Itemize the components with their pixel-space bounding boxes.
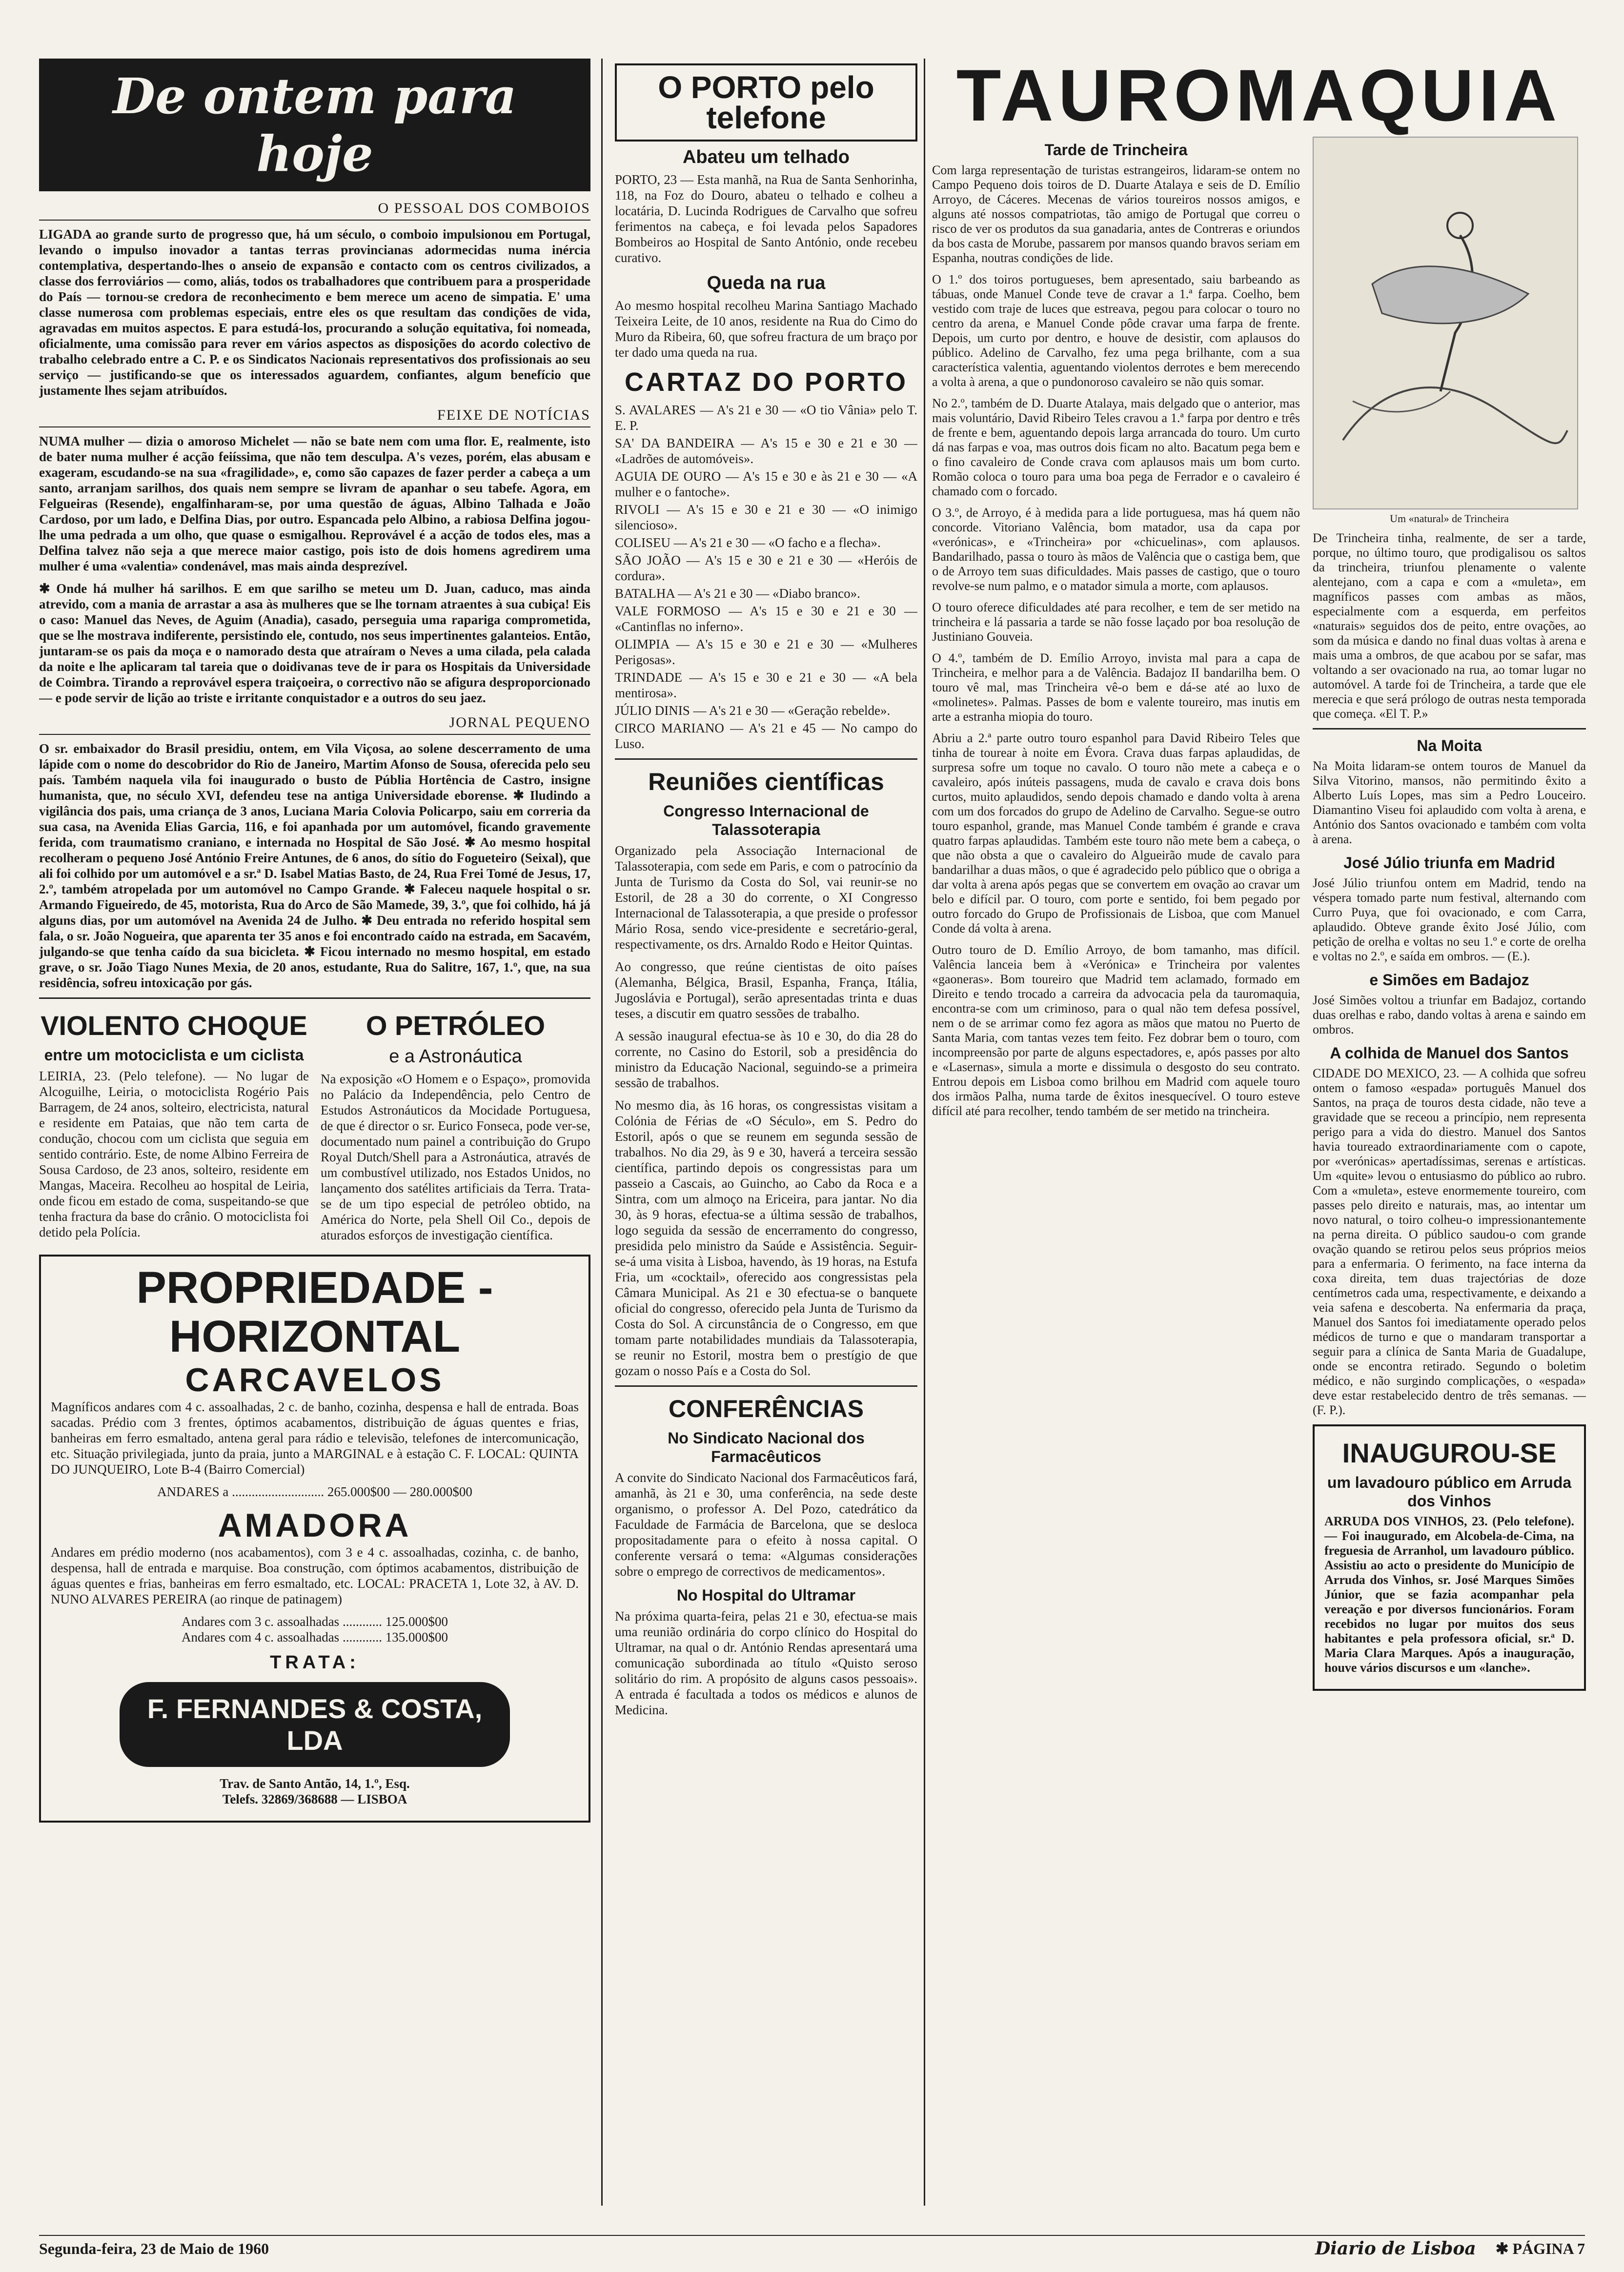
ad-title: PROPRIEDADE - HORIZONTAL	[136, 1263, 493, 1361]
cartaz-item: VALE FORMOSO — A's 15 e 30 e 21 e 30 — «Cantinflas no inferno».	[615, 604, 917, 634]
cartaz-item: JÚLIO DINIS — A's 21 e 30 — «Geração rebelde».	[615, 703, 891, 718]
headline-ultramar: No Hospital do Ultramar	[676, 1586, 856, 1604]
ad-phone: Telefs. 32869/368688 — LISBOA	[222, 1792, 407, 1806]
article-jornal-pequeno: O sr. embaixador do Brasil presidiu, ontem, em Vila Viçosa, ao solene descerramento de uma lápide com o nome do descobridor do Rio de Janeiro, Martim Afonso de Sousa, oferecida pelo seu país. Também naquela vila foi inaugurado o busto de Públia Hortência de Castro, insigne humanista, que, no século XVI, defendeu tese na antiga Universidade eborense. ✱ Iludindo a vigilância dos pais, uma criança de 3 anos, Luciana Maria Colovia Policarpo, saiu em correria da sua casa, na Avenida Elias Garcia, 116, e foi apanhada por um automóvel, ficando gravemente ferida, com traumatismo craniano, e internada no Hospital de São José. ✱ Ao mesmo hospital recolheram o pequeno José António Freire Antunes, de 6 anos, do sítio do Fogueteiro (Seixal), que ali foi colhido por um automóvel e a sr.ª D. Isabel Matias Basto, de 24, Rua Frei Tomé de Jesus, 17, 2.º, também atropelada por um automóvel no Campo Grande. ✱ Faleceu naquele hospital o sr. Armando Figueiredo, de 45, motorista, Rua do Arco de São Mamede, 39, 3.º, que foi colhido, há já alguns dias, por um automóvel na Avenida 24 de Julho. ✱ Deu entrada no referido hospital sem fala, o sr. João Nogueira, que aparenta ter 35 anos e foi encontrado caído na estrada, em Sacavém, julgando-se que tenha caído da sua bicicleta. ✱ Ficou internado no mesmo hospital, em estado grave, o sr. João Tiago Nunes Mexia, de 20 anos, estudante, Rua do Salitre, 167, 1.º, que, na sua residência, sofreu intoxicação por gás.	[39, 741, 590, 990]
ad-location-carcavelos: CARCAVELOS	[185, 1361, 445, 1399]
article-feixe-2: ✱ Onde há mulher há sarilhos. E em que sarilho se meteu um D. Juan, caduco, mas ainda atrevido, com a mania de arrastar a asa às mulheres que se lhe tornam atraentes à sua cubiça! Eis o caso: Manuel das Neves, de Aguim (Anadia), casado, perseguia uma rapariga comprometida, que se lhe mostrava indiferente, persistindo ele, contudo, nos seus impertinentes galanteios. Então, juntaram-se os pais da moça e o namorado desta que atraíram o Neves a uma cilada, pela calada da noite e lhe aplicaram tal tareia que o doidivanas teve de ir para os Hospitais da Universidade de Coimbra. Tirando a reprovável espera traiçoeira, o correctivo não se afigura desproporcionado — e pode servir de lição ao triste e irritante conquistador e a outros do seu jaez.	[39, 581, 590, 705]
body-reunioes-4: No mesmo dia, às 16 horas, os congressistas visitam a Colónia de Férias de «O Século», em S. Pedro do Estoril, após o que se reunem em segunda sessão de trabalhos. No dia 29, às 9 e 30, haverá a terceira sessão científica, partindo depois os congressistas para um passeio a Cascais, ao Guincho, ao Cabo da Roca e a Sintra, com um almoço na Ericeira, para jantar. No dia 30, às 9 horas, efectua-se a última sessão de trabalhos, logo seguida da sessão de encerramento do congresso, presidida pelo ministro da Saúde e Assistência. Seguir-se-á uma visita à Lisboa, havendo, às 19 horas, na Estufa Fria, um «cocktail», oferecido aos congressistas pela Câmara Municipal. As 21 e 30 efectua-se o banquete oficial do congresso, oferecido pela Junta de Turismo da Costa do Sol. A circunstância de o Congresso, em que tomam parte notabilidades mundiais da Talassoterapia, se reunir no Estoril, mostra bem o prestígio de que gozam o nosso País e a Costa do Sol.	[615, 1098, 917, 1378]
section-banner: De ontem para hoje	[39, 59, 590, 191]
ad-amadora-text: Andares em prédio moderno (nos acabamentos), com 3 e 4 c. assoalhadas, cozinha, c. de banho, despensa, hall de entrada e marquise. Boa construção, com óptimos acabamentos, distribuição de águas quentes e frias, banheiras em ferro esmaltado, etc. LOCAL: PRACETA 1, Lote 32, à AV. D. NUNO ALVARES PEREIRA (ao rinque de patinagem)	[51, 1545, 579, 1606]
section-title-tauromaquia: TAUROMAQUIA	[956, 59, 1562, 136]
body-trincheira-2: O 1.º dos toiros portugueses, bem apresentado, saiu barbeando as tábuas, onde Manuel Conde teve de cravar a 1.ª farpa. Coelho, bem vestido com traje de luces que estreava, pegou para colocar o touro no centro da arena, e Manuel Conde pôde cravar uma farpa de frente. Depois, um curto por dentro, e houve de desistir, com aplausos do público. Adelino de Carvalho, fez uma pega brilhante, com a sua característica valentia, aguentando violentos derrotes e bem merecendo a volta à arena, a que o pundonoroso cavaleiro se não quis somar.	[932, 272, 1300, 389]
headline-colhida: A colhida de Manuel dos Santos	[1330, 1044, 1569, 1062]
tauromaquia-col-a	[932, 137, 1300, 1696]
headline-conferencias: CONFERÊNCIAS	[668, 1395, 864, 1422]
body-reunioes-3: A sessão inaugural efectua-se às 10 e 30, do dia 28 do corrente, no Casino do Estoril, sob a presidência do ministro da Educação Nacional, seguindo-se a primeira sessão de trabalhos.	[615, 1029, 917, 1090]
column-middle	[615, 59, 917, 2220]
body-trincheira-8: Outro touro de D. Emílio Arroyo, de bom tamanho, mas difícil. Valência lanceia bem à «Verónica» e Trincheira por valentes «gaoneras». Bom toureiro que Madrid tem aclamado, formado em Direito e tendo trocado a carreira da advocacia pela da tauromaquia, encontra-se com um criminoso, para o qual não tem defesa possível, nem o de se arrimar como fez agora as mãos que matou no Puerto de Santa Maria, com tantas vezes tem feito. Fez dobrar bem o touro, com incompreensão por parte de alguns espectadores, e, após passes por alto e «Lasernas», simula a morte e dissimula o desgosto do seu contrato. Entrou depois em Lisboa como brilhou em Madrid com aquele touro dos irmãos Palha, numa tarde de êxitos inesquecível. O touro esteve difícil até para recolher, tendo também de ser metido na trincheira.	[932, 943, 1300, 1118]
cartaz-item: RIVOLI — A's 15 e 30 e 21 e 30 — «O inimigo silencioso».	[615, 502, 917, 532]
ad-address: Trav. de Santo Antão, 14, 1.º, Esq.	[220, 1776, 410, 1791]
body-queda: Ao mesmo hospital recolheu Marina Santiago Machado Teixeira Leite, de 10 anos, residente na Rua do Cimo do Muro da Ribeira, 60, que sofreu fractura de um braço por ter dado uma queda na rua.	[615, 298, 917, 360]
ad-trata: TRATA:	[270, 1652, 360, 1673]
footer-masthead: Diario de Lisboa	[1315, 2238, 1476, 2259]
footer-page-number: ✱ PÁGINA 7	[1495, 2240, 1585, 2257]
body-badajoz: José Simões voltou a triunfar em Badajoz, cortando duas orelhas e rabo, dando voltas à arena e saindo em ombros.	[1313, 993, 1586, 1036]
headline-inauguracao: INAUGUROU-SE	[1342, 1438, 1557, 1468]
cartaz-item: SA' DA BANDEIRA — A's 15 e 30 e 21 e 30 — «Ladrões de automóveis».	[615, 436, 917, 466]
ad-location-amadora: AMADORA	[218, 1507, 412, 1544]
kicker-comboios: O PESSOAL DOS COMBOIOS	[39, 200, 590, 221]
subhead-conferencias: No Sindicato Nacional dos Farmacêuticos	[668, 1429, 865, 1465]
page-footer	[39, 2235, 1585, 2258]
bullfight-illustration	[1313, 137, 1578, 509]
subhead-petroleo: e a Astronáutica	[389, 1046, 522, 1067]
headline-trincheira: Tarde de Trincheira	[1044, 141, 1188, 159]
kicker-jornal-pequeno: JORNAL PEQUENO	[39, 714, 590, 735]
advertisement	[39, 1255, 590, 1823]
headline-petroleo: O PETRÓLEO	[365, 1010, 546, 1041]
cartaz-item: TRINDADE — A's 15 e 30 e 21 e 30 — «A bela mentirosa».	[615, 670, 917, 700]
body-trincheira-6: O 4.º, também de D. Emílio Arroyo, invista mal para a capa de Trincheira, e melhor para a de Valência. Badajoz II bandarilha bem. O touro vê mal, mas Trincheira vê-o bem e dá-se até ao luxo de «molinetes». Palmas. Passes de bom e valente toureiro, mas inutis em arte a estranha miopia do touro.	[932, 651, 1300, 724]
cartaz-item: BATALHA — A's 21 e 30 — «Diabo branco».	[615, 586, 860, 601]
column-rule-2	[924, 59, 925, 2206]
divider	[615, 1385, 917, 1387]
divider	[39, 997, 590, 999]
body-conferencias: A convite do Sindicato Nacional dos Farmacêuticos fará, amanhã, às 21 e 30, uma conferência, na sede deste organismo, o professor A. Del Pozo, catedrático da Faculdade de Farmácia de Barcelona, que se desloca propositadamente para o efeito à nossa capital. O conferente versará o tema: «Algumas considerações sobre o emprego de correctivos de medicamentos».	[615, 1470, 917, 1579]
headline-choque: VIOLENTO CHOQUE	[41, 1010, 307, 1041]
bullfight-sketch-icon	[1314, 138, 1577, 508]
cartaz-item: CIRCO MARIANO — A's 21 e 45 — No campo do Luso.	[615, 721, 917, 751]
headline-badajoz: e Simões em Badajoz	[1369, 971, 1529, 989]
cartaz-item: S. AVALARES — A's 21 e 30 — «O tio Vânia» pelo T. E. P.	[615, 403, 917, 433]
headline-telhado: Abateu um telhado	[682, 147, 850, 167]
body-reunioes-2: Ao congresso, que reúne cientistas de oito países (Alemanha, Bélgica, Brasil, Espanha, França, Itália, Jugoslávia e Portugal), serão apresentadas trinta e duas teses, a discutir em quatro sessões de trabalho.	[615, 959, 917, 1021]
ad-company-logo: F. FERNANDES & COSTA, LDA	[120, 1682, 510, 1767]
body-trincheira-1: Com larga representação de turistas estrangeiros, lidaram-se ontem no Campo Pequeno dois toiros de D. Duarte Atalaya e seis de D. Emílio Arroyo, de Cáceres. Mecenas de vários toureiros nossos amigos, e alguns até nossos compatriotas, tão amigo de Portugal que correu o risco de ver os produtos da sua ganadaria, antes de Contreras e oriundos da bos casta de Morube, passarem por mansos quando bravos seriam em Espanha, noutras condições de lide.	[932, 163, 1300, 265]
body-trincheira-5: O touro oferece dificuldades até para recolher, e tem de ser metido na trincheira e lá passaria a tarde se não fosse laçado por boa resolução de Justiniano Gouveia.	[932, 600, 1300, 644]
body-madrid: José Júlio triunfou ontem em Madrid, tendo na véspera tomado parte num festival, alternando com Curro Puya, que foi ovacionado, e com Carra, aplaudido. Obteve grande êxito José Júlio, com petição de orelha e voltas no seu 1.º e corte de orelha e voltas no 2.º, e saída em ombros. — (E.).	[1313, 876, 1586, 963]
article-petroleo	[321, 1006, 590, 1250]
body-ultramar: Na próxima quarta-feira, pelas 21 e 30, efectua-se mais uma reunião ordinária do corpo clínico do Hospital do Ultramar, na qual o dr. António Rendas apresentará uma comunicação subordinada ao título «Quisto seroso solitário do rim. A propósito de alguns casos pessoais». A entrada é facultada a todos os médicos e alunos de Medicina.	[615, 1609, 917, 1717]
cartaz-item: AGUIA DE OURO — A's 15 e 30 e às 21 e 30 — «A mulher e o fantoche».	[615, 469, 917, 499]
headline-reunioes: Reuniões científicas	[648, 768, 884, 795]
subhead-inauguracao: um lavadouro público em Arruda dos Vinhos	[1327, 1474, 1572, 1510]
cartaz-item: OLIMPIA — A's 15 e 30 e 21 e 30 — «Mulheres Perigosas».	[615, 637, 917, 667]
illustration-caption: Um «natural» de Trincheira	[1390, 512, 1509, 525]
kicker-feixe: FEIXE DE NOTÍCIAS	[39, 407, 590, 427]
headline-cartaz: CARTAZ DO PORTO	[625, 367, 908, 397]
article-feixe-1: NUMA mulher — dizia o amoroso Michelet — não se bate nem com uma flor. E, realmente, isto de bater numa mulher é acção feiíssima, que não tem desculpa. A's vezes, porém, elas abusam e exageram, escudando-se na sua «fragilidade», e, como são capazes de fazer perder a cabeça a um santo, arranjam sarilhos, dos quais nem sempre se livram de apanhar o seu tabefe. Agora, em Felgueiras (Resende), engalfinharam-se, por uma questão de águas, Albino Talhada e João Cardoso, por um lado, e Delfina Dias, por outro. Espancada pelo Albino, a rabiosa Delfina jogou-lhe uma pedrada a um olho, que quase o esmigalhou. Reprovável é a acção de todos eles, mas a Delfina talvez não seja a que merece maior castigo, pois isto de dois homens agredirem uma mulher é uma «valentia» condenável, mas mais ainda desprezível.	[39, 434, 590, 573]
body-inauguracao: ARRUDA DOS VINHOS, 23. (Pelo telefone). — Foi inaugurado, em Alcobela-de-Cima, na freguesia de Arranhol, um lavadouro público. Assistiu ao acto o presidente do Município de Arruda dos Vinhos, sr. José Marques Simões Júnior, que se fazia acompanhar pela vereação e por diversos funcionários. Foram recebidos no lugar por muitos dos seus habitantes e pela professora oficial, sr.ª D. Maria Clara Marques. Após a inauguração, houve vários discursos e um «lanche».	[1324, 1514, 1574, 1675]
headline-moita: Na Moita	[1417, 737, 1482, 754]
footer-date: Segunda-feira, 23 de Maio de 1960	[39, 2239, 269, 2257]
body-choque: LEIRIA, 23. (Pelo telefone). — No lugar de Alcoguilhe, Leiria, o motociclista Rogério Pais Barragem, de 24 anos, solteiro, electricista, natural e residente em Pataias, que não tem carta de condução, chocou com um ciclista que seguia em sentido contrário. Este, de nome Albino Ferreira de Sousa Cardoso, de 23 anos, solteiro, residente em Mangas, Maceira. Recolheu ao hospital de Leiria, onde ficou em estado de coma, suspeitando-se que tenha fractura da base do crânio. O motociclista foi detido pela Polícia.	[39, 1069, 309, 1239]
cartaz-list	[615, 402, 917, 751]
subhead-choque: entre um motociclista e um ciclista	[44, 1046, 304, 1064]
body-trincheira-4: O 3.º, de Arroyo, é à medida para a lide portuguesa, mas há quem não concorde. Vitoriano Valência, bom matador, usa da capa por «verónicas», e «Trincheira» por «chicuelinas», com aplausos. Bandarilhado, passa o touro às mãos de Valência que o castiga bem, que o de Arroyo tem suas dificuldades. Mais passes de castigo, que o touro revolve-se num palmo, e o matador simula a morte, com aplausos.	[932, 506, 1300, 593]
ad-carcavelos-text: Magníficos andares com 4 c. assoalhadas, 2 c. de banho, cozinha, despensa e hall de entrada. Boas sacadas. Prédio com 3 frentes, óptimos acabamentos, distribuição de águas quentes e frias, banheiras em ferro esmaltado, antena geral para rádio e televisão, telefones de intercomunicação, etc. Situação privilegiada, junto da praia, junto a MARGINAL e à estação C. F. LOCAL: QUINTA DO JUNQUEIRO, Lote B-4 (Bairro Comercial)	[51, 1400, 579, 1477]
divider	[615, 758, 917, 760]
cartaz-item: SÃO JOÃO — A's 15 e 30 e 21 e 30 — «Heróis de cordura».	[615, 553, 917, 583]
body-telhado: PORTO, 23 — Esta manhã, na Rua de Santa Senhorinha, 118, na Foz do Douro, abateu o telhado e colheu a locatária, D. Lucinda Rodrigues de Carvalho que sofreu ferimentos na cabeça, e foi levada pelos Sapadores Bombeiros ao Hospital de Santo António, onde recebeu curativo.	[615, 172, 917, 265]
ad-amadora-price-1: Andares com 3 c. assoalhadas ............ 125.000$00	[182, 1614, 448, 1629]
ad-amadora-price-2: Andares com 4 c. assoalhadas ............ 135.000$00	[182, 1630, 448, 1644]
short-articles-row	[39, 1006, 590, 1250]
column-right	[932, 59, 1586, 2220]
divider	[1313, 728, 1586, 730]
headline-queda: Queda na rua	[707, 273, 826, 293]
headline-madrid: José Júlio triunfa em Madrid	[1343, 854, 1555, 872]
body-moita: Na Moita lidaram-se ontem touros de Manuel da Silva Vitorino, mansos, não permitindo êxito a Alberto Luís Lopes, mas sim a Pedro Louceiro. Diamantino Viseu foi aplaudido com volta à arena, e António dos Santos ovacionado e também com volta à arena.	[1313, 759, 1586, 846]
body-colhida: CIDADE DO MEXICO, 23. — A colhida que sofreu ontem o famoso «espada» português Manuel dos Santos, na praça de touros desta cidade, não teve a gravidade que se receou a princípio, nem representa perigo para a vida do diestro. Manuel dos Santos havia toureado extraordinariamente com o capote, por «verónicas» apertadíssimas, serenas e artísticas. Um «quite» levou o entusiasmo do público ao rubro. Com a «muleta», esteve enormemente toureiro, com passes pelo direito e naturais, mas, ao intentar um novo natural, o toiro colheu-o impressionantemente na perna direita. O público saudou-o com grande ovação quando se retirou pelos seus próprios meios para a enfermaria. O ferimento, na face interna da coxa direita, tem duas trajectórias de doze centímetros cada uma, respectivamente, e deixando a veia safena e descoberta. Na enfermaria da praça, Manuel dos Santos foi imediatamente operado pelos médicos de turno e que o mandaram transportar a seguir para a clínica de Santa Maria de Guadalupe, onde se encontra retirado. Segundo o boletim médico, e não surgindo complicações, o «espada» deve estar restabelecido dentro de três semanas. — (F. P.).	[1313, 1066, 1586, 1417]
body-trincheira-9: De Trincheira tinha, realmente, de ser a tarde, porque, no último touro, que prodigalisou os saltos da trincheira, triunfou plenamente o valente alentejano, com a capa e com a «muleta», em magníficos passes com ambas as mãos, especialmente com a esquerda, em perfeitos «naturais» seguidos dos de peito, entre ovações, ao som da música e dando no final duas voltas à arena e mais uma a ombros, de que acabou por se safar, mas voltando a ser ovacionado na rua, ao tomar lugar no automóvel. A tarde foi de Trincheira, a tarde que ele merecia e que será prólogo de outras nesta temporada que começa. «El T. P.»	[1313, 531, 1586, 721]
body-petroleo: Na exposição «O Homem e o Espaço», promovida no Palácio da Independência, pelo Centro de Estudos Astronáuticos da Mocidade Portuguesa, de que é director o sr. Eurico Fonseca, pode ver-se, documentado num painel a contribuição do Grupo Royal Dutch/Shell para a Astronáutica, através de um combustível utilizado, nos Estados Unidos, no lançamento dos satélites artificiais da Terra. Trata-se de um tipo especial de petróleo obtido, na América do Norte, pela Shell Oil Co., depois de aturados esforços de investigação científica.	[321, 1072, 590, 1242]
body-reunioes-1: Organizado pela Associação Internacional de Talassoterapia, com sede em Paris, e com o patrocínio da Junta de Turismo da Costa do Sol, vai reunir-se no Estoril, de 28 a 30 do corrente, o XI Congresso Internacional de Talassoterapia, a que preside o professor Mário Rosa, sendo vice-presidente e secretário-geral, respectivamente, os drs. Arnaldo Rodo e Heitor Quintas.	[615, 843, 917, 952]
porto-header: O PORTO pelo telefone	[615, 63, 917, 142]
column-left	[39, 59, 590, 2220]
cartaz-item: COLISEU — A's 21 e 30 — «O facho e a flecha».	[615, 535, 881, 550]
subhead-reunioes: Congresso Internacional de Talassoterapia	[663, 802, 869, 838]
article-choque	[39, 1006, 309, 1250]
tauromaquia-col-b	[1313, 137, 1586, 1696]
body-trincheira-7: Abriu a 2.ª parte outro touro espanhol para David Ribeiro Teles que tinha de tourear à noite em Évora. Crava duas farpas aplaudidas, de surpresa sofre um toque no cavalo. O touro não mete a cabeça e o cavaleiro, após inúteis passagens, muda de cavalo e crava dois bons curtos, muito aplaudidos, sendo depois chamado e dando volta à arena com um dos forcados do grupo de Adelino de Carvalho. Segue-se outro touro espanhol, grande, mas Manuel Conde também é grande e crava quatro farpas aplaudidas. Também este touro não mete bem a cabeça, o que não obsta a que o cavaleiro do Algueirão mude de cavalo para bandarilhar a duas mãos, o que é agradecido pelo público que o obriga a dar volta à arena após pegas que se convertem em ovação ao cravar um belo e difícil par. O touro, com porte e sentido, foi bem pegado por outro forcado do Grupo de Profissionais de Lisboa, que com Manuel Conde dá volta à arena.	[932, 731, 1300, 935]
ad-carcavelos-price: ANDARES a ............................ 265.000$00 — 280.000$00	[157, 1484, 472, 1499]
column-rule-1	[601, 59, 603, 2206]
article-comboios: LIGADA ao grande surto de progresso que, há um século, o comboio impulsionou em Portugal, levando o impulso inovador a tantas terras provincianas adormecidas numa inércia contemplativa, despertando-lhes o anseio de expansão e contacto com os centros civilizados, a classe dos ferroviários — como, aliás, todos os trabalhadores que contribuem para a prosperidade do País — tornou-se credora de reconhecimento e bem merece um aceno de simpatia. E' uma classe numerosa com problemas especiais, entre eles os que resultam das condições de vida, agravadas em muitos aspectos. E para estudá-los, procurando a solução equitativa, foi nomeada, oficialmente, uma comissão para rever em vários aspectos as disposições do acordo colectivo de trabalho celebrado entre a C. P. e os Sindicatos Nacionais representativos dos profissionais ao seu serviço — justificando-se que os interessados aguardem, confiantes, algum benefício que justamente lhes sejam atribuídos.	[39, 227, 590, 398]
body-trincheira-3: No 2.º, também de D. Duarte Atalaya, mais delgado que o anterior, mas mais voluntário, David Ribeiro Teles cravou a 1.ª farpa por dentro e três de frente e bem, aguentando depois larga arrancada do touro. Um curto dá nas farpas e voa, mas outros dois ficam no alto. Bacatum pega bem e o fino cavaleiro de Conde crava com aplausos mais um bom curto. Romão coloca o touro para uma boa pega de Ferrador e o cavaleiro é chamado com o forcado.	[932, 396, 1300, 498]
